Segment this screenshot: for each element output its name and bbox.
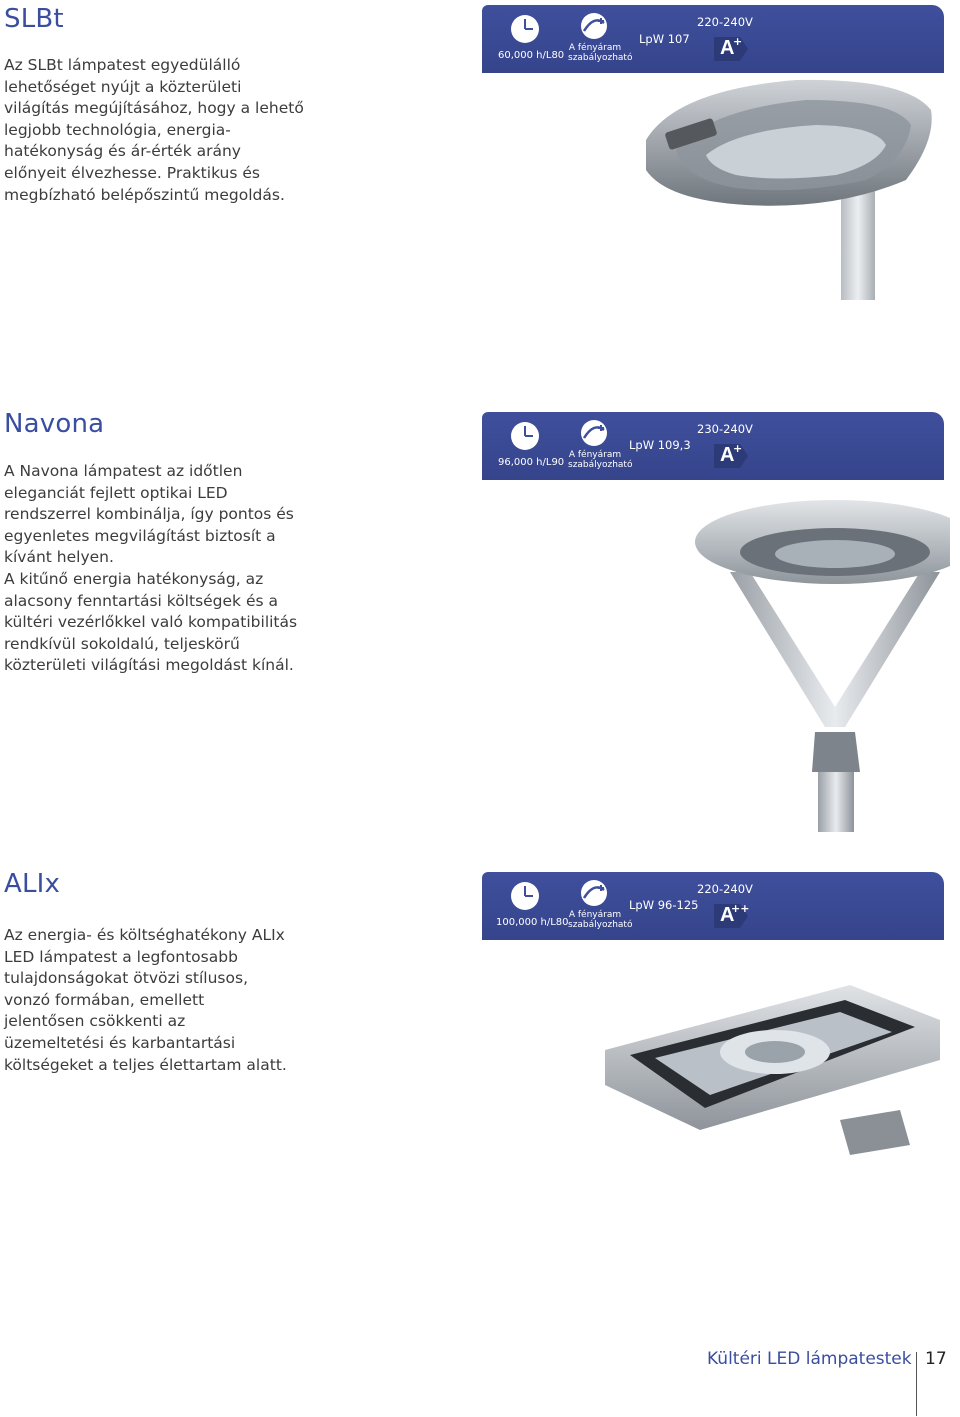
product-alix (0, 860, 960, 1160)
energy-class-letter: A (720, 904, 735, 926)
product-description-2: A kitűnő energia hatékonyság, az alacsony fenntartási költségek és a kültéri vezérlőkkel való kompatibilitás rendkívül sokoldalú, teljeskörű közterületi világítási megoldást kínál. (4, 570, 298, 675)
energy-class-badge (710, 35, 750, 63)
dimming-line-1: A fényáram (568, 910, 622, 920)
dimming-line-2: szabályozható (568, 920, 633, 930)
product-navona (0, 400, 960, 840)
dimming-icon (579, 11, 609, 41)
voltage-value: 220-240V (697, 15, 753, 29)
dimming-icon (579, 878, 609, 908)
energy-class-plus: ++ (731, 902, 750, 915)
energy-class-badge (710, 902, 750, 930)
clock-icon (509, 880, 541, 912)
voltage-value: 220-240V (697, 882, 753, 896)
product-description: A Navona lámpatest az időtlen eleganciát fejlett optikai LED rendszerrel kombinálja, így pontos és egyenletes megvilágítást biztosít a kívánt helyen. (4, 462, 294, 567)
dimming-label (568, 450, 633, 470)
efficacy-value: LpW 96-125 (629, 898, 699, 912)
energy-class-plus: + (733, 35, 743, 48)
energy-class-plus: + (733, 442, 743, 455)
efficacy-value: LpW 109,3 (629, 438, 691, 452)
product-title: ALIx (4, 869, 61, 899)
clock-icon (509, 420, 541, 452)
page-number: 17 (925, 1349, 947, 1369)
alix-lamp-image (600, 980, 945, 1160)
dimming-label (568, 910, 633, 930)
lifetime-value: 100,000 h/L80 (496, 917, 569, 928)
navona-lamp-image (650, 482, 950, 832)
energy-class-badge (710, 442, 750, 470)
clock-icon (509, 13, 541, 45)
spec-badge (482, 872, 944, 940)
footer-title: Kültéri LED lámpatestek (707, 1349, 912, 1369)
voltage-value: 230-240V (697, 422, 753, 436)
efficacy-value: LpW 107 (639, 32, 690, 46)
spec-badge (482, 5, 944, 73)
dimming-line-2: szabályozható (568, 53, 633, 63)
energy-class-letter: A (720, 444, 735, 466)
spec-badge (482, 412, 944, 480)
product-title: SLBt (4, 4, 64, 34)
dimming-label (568, 43, 633, 63)
slbt-lamp-image (636, 70, 946, 300)
dimming-line-1: A fényáram (568, 43, 622, 53)
dimming-line-2: szabályozható (568, 460, 633, 470)
footer-divider (916, 1352, 917, 1416)
product-description: Az SLBt lámpatest egyedülálló lehetőséget nyújt a közterületi világítás megújításához, hogy a lehető legjobb technológia, energia-hatékonyság és ár-érték arány előnyeit élvezhesse. Praktikus és megbízható belépőszintű megoldás. (4, 56, 304, 204)
lifetime-value: 96,000 h/L90 (498, 457, 565, 468)
lifetime-value: 60,000 h/L80 (498, 50, 565, 61)
product-title: Navona (4, 409, 105, 439)
dimming-line-1: A fényáram (568, 450, 622, 460)
dimming-icon (579, 418, 609, 448)
energy-class-letter: A (720, 37, 735, 59)
product-slbt (0, 0, 960, 330)
product-description: Az energia- és költséghatékony ALIx LED lámpatest a legfontosabb tulajdonságokat ötvözi stílusos, vonzó formában, emellett jelentősen csökkenti az üzemeltetési és karbantartási költségeket a teljes élettartam alatt. (4, 926, 287, 1074)
